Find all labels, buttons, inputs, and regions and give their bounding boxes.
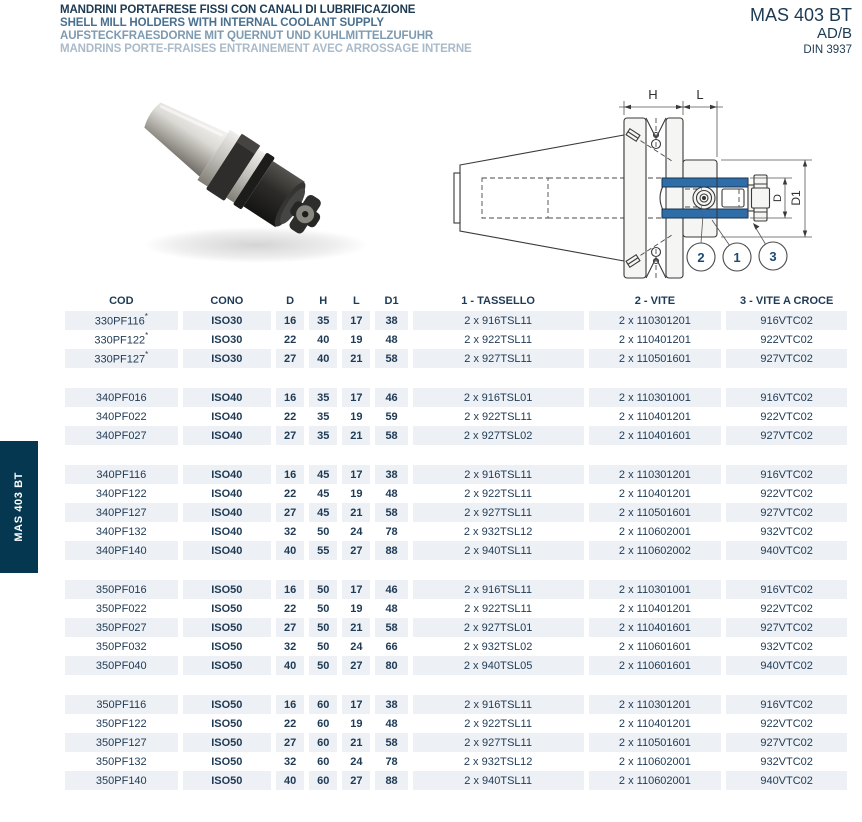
cell-tassello: 2 x 940TSL05: [413, 656, 584, 675]
cell-d1: 78: [385, 755, 398, 768]
cell-l: 17: [342, 580, 370, 599]
table-row: [65, 580, 847, 599]
cell-vite-croce: 927VTC02: [726, 426, 847, 445]
cell-vite: 2 x 110602001: [589, 771, 722, 790]
cell-l: 27: [342, 771, 370, 790]
technical-drawing: [440, 85, 860, 285]
cell-h: 35: [309, 311, 337, 330]
table-row: [65, 407, 847, 426]
cell-vite: 2 x 110301001: [589, 580, 722, 599]
cell-d1: 46: [375, 388, 407, 407]
cell-vite: 2 x 110301001: [589, 388, 722, 407]
cell-tassello: 2 x 927TSL01: [413, 618, 584, 637]
group-gap: [65, 675, 847, 695]
table-row: [65, 426, 847, 445]
callout-2-number: 2: [697, 250, 705, 265]
cell-tassello: 2 x 940TSL11: [413, 541, 584, 560]
sidebar-series-tab: [0, 441, 38, 573]
group-gap: [65, 445, 847, 465]
title-italian: MANDRINI PORTAFRESE FISSI CON CANALI DI LUBRIFICAZIONE: [60, 4, 416, 16]
cell-cono: ISO50: [183, 580, 271, 599]
cell-vite: 2 x 110401201: [618, 717, 691, 730]
cell-cono: ISO30: [183, 349, 271, 368]
cell-tassello: 2 x 922TSL11: [464, 717, 532, 730]
col-header-vite: 2 - VITE: [634, 295, 676, 307]
cell-vite-croce: 927VTC02: [726, 733, 847, 752]
cell-vite: 2 x 110401201: [618, 602, 691, 615]
col-header-vite-croce: 3 - VITE A CROCE: [739, 295, 834, 307]
cell-h: 45: [309, 465, 337, 484]
col-header-d: D: [286, 295, 295, 307]
cell-cod: 340PF127: [65, 503, 178, 522]
group-gap-cell: [65, 675, 847, 695]
cell-cono: ISO40: [183, 426, 271, 445]
dim-label-h: H: [648, 87, 658, 102]
cell-vite: 2 x 110501601: [589, 349, 722, 368]
cell-d: 16: [276, 311, 304, 330]
cell-l: 19: [350, 717, 363, 730]
cell-h: 40: [309, 349, 337, 368]
cell-cod: 340PF122: [95, 487, 147, 500]
cell-vite: 2 x 110602002: [589, 541, 722, 560]
cell-l: 24: [350, 525, 363, 538]
cell-vite: 2 x 110301201: [589, 465, 722, 484]
cell-d: 27: [276, 733, 304, 752]
cell-tassello: 2 x 916TSL11: [413, 311, 584, 330]
cell-l: 17: [342, 465, 370, 484]
cell-vite-croce: 927VTC02: [726, 349, 847, 368]
cell-vite: 2 x 110301201: [589, 311, 722, 330]
cell-d1: 58: [375, 503, 407, 522]
cell-h: 35: [309, 388, 337, 407]
cell-vite: 2 x 110401601: [589, 426, 722, 445]
group-gap-cell: [65, 368, 847, 388]
cell-tassello: 2 x 927TSL02: [413, 426, 584, 445]
cell-d1: 80: [375, 656, 407, 675]
dim-label-d: D: [772, 194, 784, 202]
cell-vite-croce: 922VTC02: [760, 602, 813, 615]
cell-d: 27: [276, 426, 304, 445]
cell-tassello: 2 x 922TSL11: [464, 602, 532, 615]
cell-cod: 340PF140: [65, 541, 178, 560]
cell-l: 21: [342, 733, 370, 752]
cell-vite: 2 x 110601601: [618, 640, 691, 653]
cell-cod: 330PF116*: [65, 311, 178, 330]
cell-l: 24: [350, 755, 363, 768]
cell-vite-croce: 922VTC02: [760, 333, 813, 346]
standard-label: MAS 403 BT: [749, 5, 852, 25]
cell-tassello: 2 x 916TSL11: [413, 695, 584, 714]
callout-vite: [712, 220, 751, 271]
cell-d: 16: [276, 465, 304, 484]
cell-d1: 88: [375, 771, 407, 790]
cell-l: 19: [350, 333, 363, 346]
cell-l: 17: [342, 388, 370, 407]
cell-vite-croce: 916VTC02: [726, 465, 847, 484]
cell-cono: ISO50: [211, 717, 243, 730]
catalog-table-container: [60, 291, 852, 790]
cell-d1: 58: [375, 349, 407, 368]
cell-h: 50: [309, 580, 337, 599]
catalog-table-body: [65, 311, 847, 790]
cell-d: 40: [276, 656, 304, 675]
toolholder-render: [132, 93, 335, 250]
cell-cono: ISO50: [211, 640, 243, 653]
table-row: [65, 330, 847, 349]
cell-d: 40: [276, 771, 304, 790]
dim-label-l: L: [696, 87, 704, 102]
cell-cono: ISO40: [183, 503, 271, 522]
col-header-d1: D1: [384, 295, 399, 307]
cell-cono: ISO40: [211, 410, 243, 423]
cell-d: 27: [276, 618, 304, 637]
table-row: [65, 618, 847, 637]
table-row: [65, 752, 847, 771]
end-cap-screw: [748, 175, 770, 221]
cell-d1: 48: [385, 487, 398, 500]
cell-h: 45: [309, 503, 337, 522]
title-german: AUFSTECKFRAESDORNE MIT QUERNUT UND KUHLMITTELZUFUHR: [60, 30, 434, 42]
cell-tassello: 2 x 927TSL11: [413, 349, 584, 368]
table-row: [65, 714, 847, 733]
col-header-cono: CONO: [210, 295, 244, 307]
cell-vite: 2 x 110401201: [618, 487, 691, 500]
cell-tassello: 2 x 927TSL11: [413, 503, 584, 522]
cell-vite-croce: 922VTC02: [760, 717, 813, 730]
cell-vite-croce: 940VTC02: [726, 656, 847, 675]
cell-d: 32: [284, 525, 297, 538]
cell-cono: ISO50: [211, 755, 243, 768]
cell-cono: ISO40: [211, 525, 243, 538]
cell-d1: 59: [385, 410, 398, 423]
cell-l: 21: [342, 618, 370, 637]
cell-tassello: 2 x 922TSL11: [464, 333, 532, 346]
group-gap-cell: [65, 445, 847, 465]
cell-vite: 2 x 110401201: [618, 333, 691, 346]
cell-vite: 2 x 110501601: [589, 733, 722, 752]
cell-l: 21: [342, 349, 370, 368]
table-row: [65, 695, 847, 714]
cell-cod: 330PF122*: [94, 331, 149, 347]
cell-cono: ISO40: [183, 541, 271, 560]
cell-cod: 350PF127: [65, 733, 178, 752]
cell-vite-croce: 922VTC02: [760, 487, 813, 500]
cell-vite-croce: 932VTC02: [760, 755, 813, 768]
cell-d: 16: [276, 695, 304, 714]
title-english: SHELL MILL HOLDERS WITH INTERNAL COOLANT SUPPLY: [60, 17, 384, 29]
cell-l: 27: [342, 656, 370, 675]
cell-d: 40: [276, 541, 304, 560]
cell-d1: 48: [385, 333, 398, 346]
cell-vite-croce: 922VTC02: [760, 410, 813, 423]
cell-cod: 350PF040: [65, 656, 178, 675]
dim-label-d1: D1: [789, 190, 803, 206]
cell-l: 24: [350, 640, 363, 653]
cell-d: 22: [284, 410, 297, 423]
cell-d1: 48: [385, 602, 398, 615]
cell-h: 35: [317, 410, 330, 423]
cell-tassello: 2 x 932TSL12: [463, 755, 533, 768]
cell-d: 22: [284, 602, 297, 615]
table-row: [65, 637, 847, 656]
photo-shadow: [144, 227, 368, 263]
cell-tassello: 2 x 916TSL11: [413, 580, 584, 599]
col-header-tassello: 1 - TASSELLO: [461, 295, 535, 307]
cell-vite: 2 x 110602001: [618, 525, 691, 538]
cell-vite: 2 x 110301201: [589, 695, 722, 714]
cell-d1: 88: [375, 541, 407, 560]
cell-cono: ISO40: [211, 487, 243, 500]
cell-vite-croce: 927VTC02: [726, 503, 847, 522]
cell-d1: 48: [385, 717, 398, 730]
cell-h: 40: [317, 333, 330, 346]
table-row: [65, 522, 847, 541]
cell-vite-croce: 932VTC02: [760, 640, 813, 653]
cell-tassello: 2 x 916TSL01: [413, 388, 584, 407]
table-row: [65, 484, 847, 503]
cell-d: 16: [276, 580, 304, 599]
cell-vite: 2 x 110501601: [589, 503, 722, 522]
cell-l: 19: [350, 410, 363, 423]
cell-tassello: 2 x 922TSL11: [464, 487, 532, 500]
cell-h: 50: [309, 618, 337, 637]
din-label: DIN 3937: [803, 44, 852, 56]
cell-tassello: 2 x 922TSL11: [464, 410, 532, 423]
cell-d1: 38: [375, 311, 407, 330]
cell-tassello: 2 x 932TSL12: [463, 525, 533, 538]
type-label: AD/B: [816, 25, 852, 42]
cell-tassello: 2 x 940TSL11: [413, 771, 584, 790]
cell-vite: 2 x 110401601: [589, 618, 722, 637]
table-row: [65, 771, 847, 790]
cell-h: 50: [317, 525, 330, 538]
cell-cod: 330PF127*: [65, 349, 178, 368]
cell-d: 22: [284, 333, 297, 346]
cell-d1: 78: [385, 525, 398, 538]
cell-cono: ISO50: [183, 695, 271, 714]
cell-cono: ISO50: [183, 733, 271, 752]
cell-cono: ISO50: [183, 656, 271, 675]
cell-cod: 340PF016: [65, 388, 178, 407]
cell-d: 27: [276, 349, 304, 368]
sidebar-series-label: MAS 403 BT: [13, 472, 25, 542]
cell-h: 50: [317, 602, 330, 615]
cell-l: 27: [342, 541, 370, 560]
cell-l: 19: [350, 602, 363, 615]
cell-d1: 58: [375, 426, 407, 445]
cell-h: 60: [309, 733, 337, 752]
table-row: [65, 311, 847, 330]
cell-cod: 350PF016: [65, 580, 178, 599]
table-row: [65, 541, 847, 560]
cell-vite-croce: 932VTC02: [760, 525, 813, 538]
cell-h: 60: [317, 755, 330, 768]
cell-cono: ISO30: [183, 311, 271, 330]
title-french: MANDRINS PORTE-FRAISES ENTRAINEMENT AVEC ARROSSAGE INTERNE: [60, 43, 472, 55]
cell-cod: 350PF032: [95, 640, 147, 653]
cell-cod: 340PF132: [95, 525, 147, 538]
cell-cod: 350PF132: [95, 755, 147, 768]
cell-cod: 340PF022: [95, 410, 147, 423]
cell-l: 19: [350, 487, 363, 500]
cell-cono: ISO50: [183, 618, 271, 637]
callout-1-number: 1: [733, 250, 741, 265]
cell-tassello: 2 x 916TSL11: [413, 465, 584, 484]
cell-cod: 350PF122: [95, 717, 147, 730]
cell-vite-croce: 916VTC02: [726, 388, 847, 407]
cell-cono: ISO50: [183, 771, 271, 790]
cell-d: 22: [284, 717, 297, 730]
cell-cono: ISO30: [211, 333, 243, 346]
group-gap-cell: [65, 560, 847, 580]
cell-cono: ISO50: [211, 602, 243, 615]
table-row: [65, 503, 847, 522]
product-photo: [128, 93, 390, 277]
cell-h: 45: [317, 487, 330, 500]
cell-cod: 350PF140: [65, 771, 178, 790]
cell-d: 32: [284, 640, 297, 653]
cell-cod: 350PF022: [95, 602, 147, 615]
callout-vite-croce: [753, 223, 787, 270]
cell-d1: 66: [385, 640, 398, 653]
group-gap: [65, 560, 847, 580]
cell-cono: ISO40: [183, 465, 271, 484]
cell-h: 50: [309, 656, 337, 675]
cell-tassello: 2 x 932TSL02: [463, 640, 533, 653]
cell-vite-croce: 916VTC02: [726, 580, 847, 599]
cell-tassello: 2 x 927TSL11: [413, 733, 584, 752]
cell-d1: 46: [375, 580, 407, 599]
table-row: [65, 656, 847, 675]
cell-cod: 340PF027: [65, 426, 178, 445]
cell-cono: ISO40: [183, 388, 271, 407]
cell-d1: 58: [375, 618, 407, 637]
cell-vite-croce: 916VTC02: [726, 311, 847, 330]
cell-l: 21: [342, 426, 370, 445]
col-header-cod: COD: [109, 295, 134, 307]
cell-vite-croce: 927VTC02: [726, 618, 847, 637]
col-header-h: H: [319, 295, 328, 307]
cell-vite-croce: 940VTC02: [726, 541, 847, 560]
cell-h: 60: [309, 771, 337, 790]
cell-l: 17: [342, 695, 370, 714]
table-row: [65, 599, 847, 618]
group-gap: [65, 368, 847, 388]
cell-h: 50: [317, 640, 330, 653]
cell-vite-croce: 916VTC02: [726, 695, 847, 714]
cell-h: 60: [317, 717, 330, 730]
cell-h: 55: [309, 541, 337, 560]
cell-vite: 2 x 110602001: [618, 755, 691, 768]
cell-l: 17: [342, 311, 370, 330]
table-row: [65, 388, 847, 407]
cell-h: 35: [309, 426, 337, 445]
cell-vite: 2 x 110401201: [618, 410, 691, 423]
header-title-block: [60, 4, 472, 56]
cell-d: 32: [284, 755, 297, 768]
cell-vite-croce: 940VTC02: [726, 771, 847, 790]
cell-cod: 350PF027: [65, 618, 178, 637]
cell-d1: 58: [375, 733, 407, 752]
catalog-table: [60, 291, 852, 790]
table-row: [65, 733, 847, 752]
cell-d1: 38: [375, 465, 407, 484]
cell-l: 21: [342, 503, 370, 522]
col-header-l: L: [353, 295, 360, 307]
header-standard-block: [750, 5, 852, 57]
cell-d1: 38: [375, 695, 407, 714]
cell-d: 27: [276, 503, 304, 522]
cell-vite: 2 x 110601601: [589, 656, 722, 675]
cell-h: 60: [309, 695, 337, 714]
table-header-row: [65, 291, 847, 311]
cell-d: 16: [276, 388, 304, 407]
table-row: [65, 465, 847, 484]
cell-cod: 340PF116: [65, 465, 178, 484]
table-row: [65, 349, 847, 368]
cell-d: 22: [284, 487, 297, 500]
flange: [624, 118, 683, 278]
callout-3-number: 3: [769, 249, 777, 264]
cell-cod: 350PF116: [65, 695, 178, 714]
